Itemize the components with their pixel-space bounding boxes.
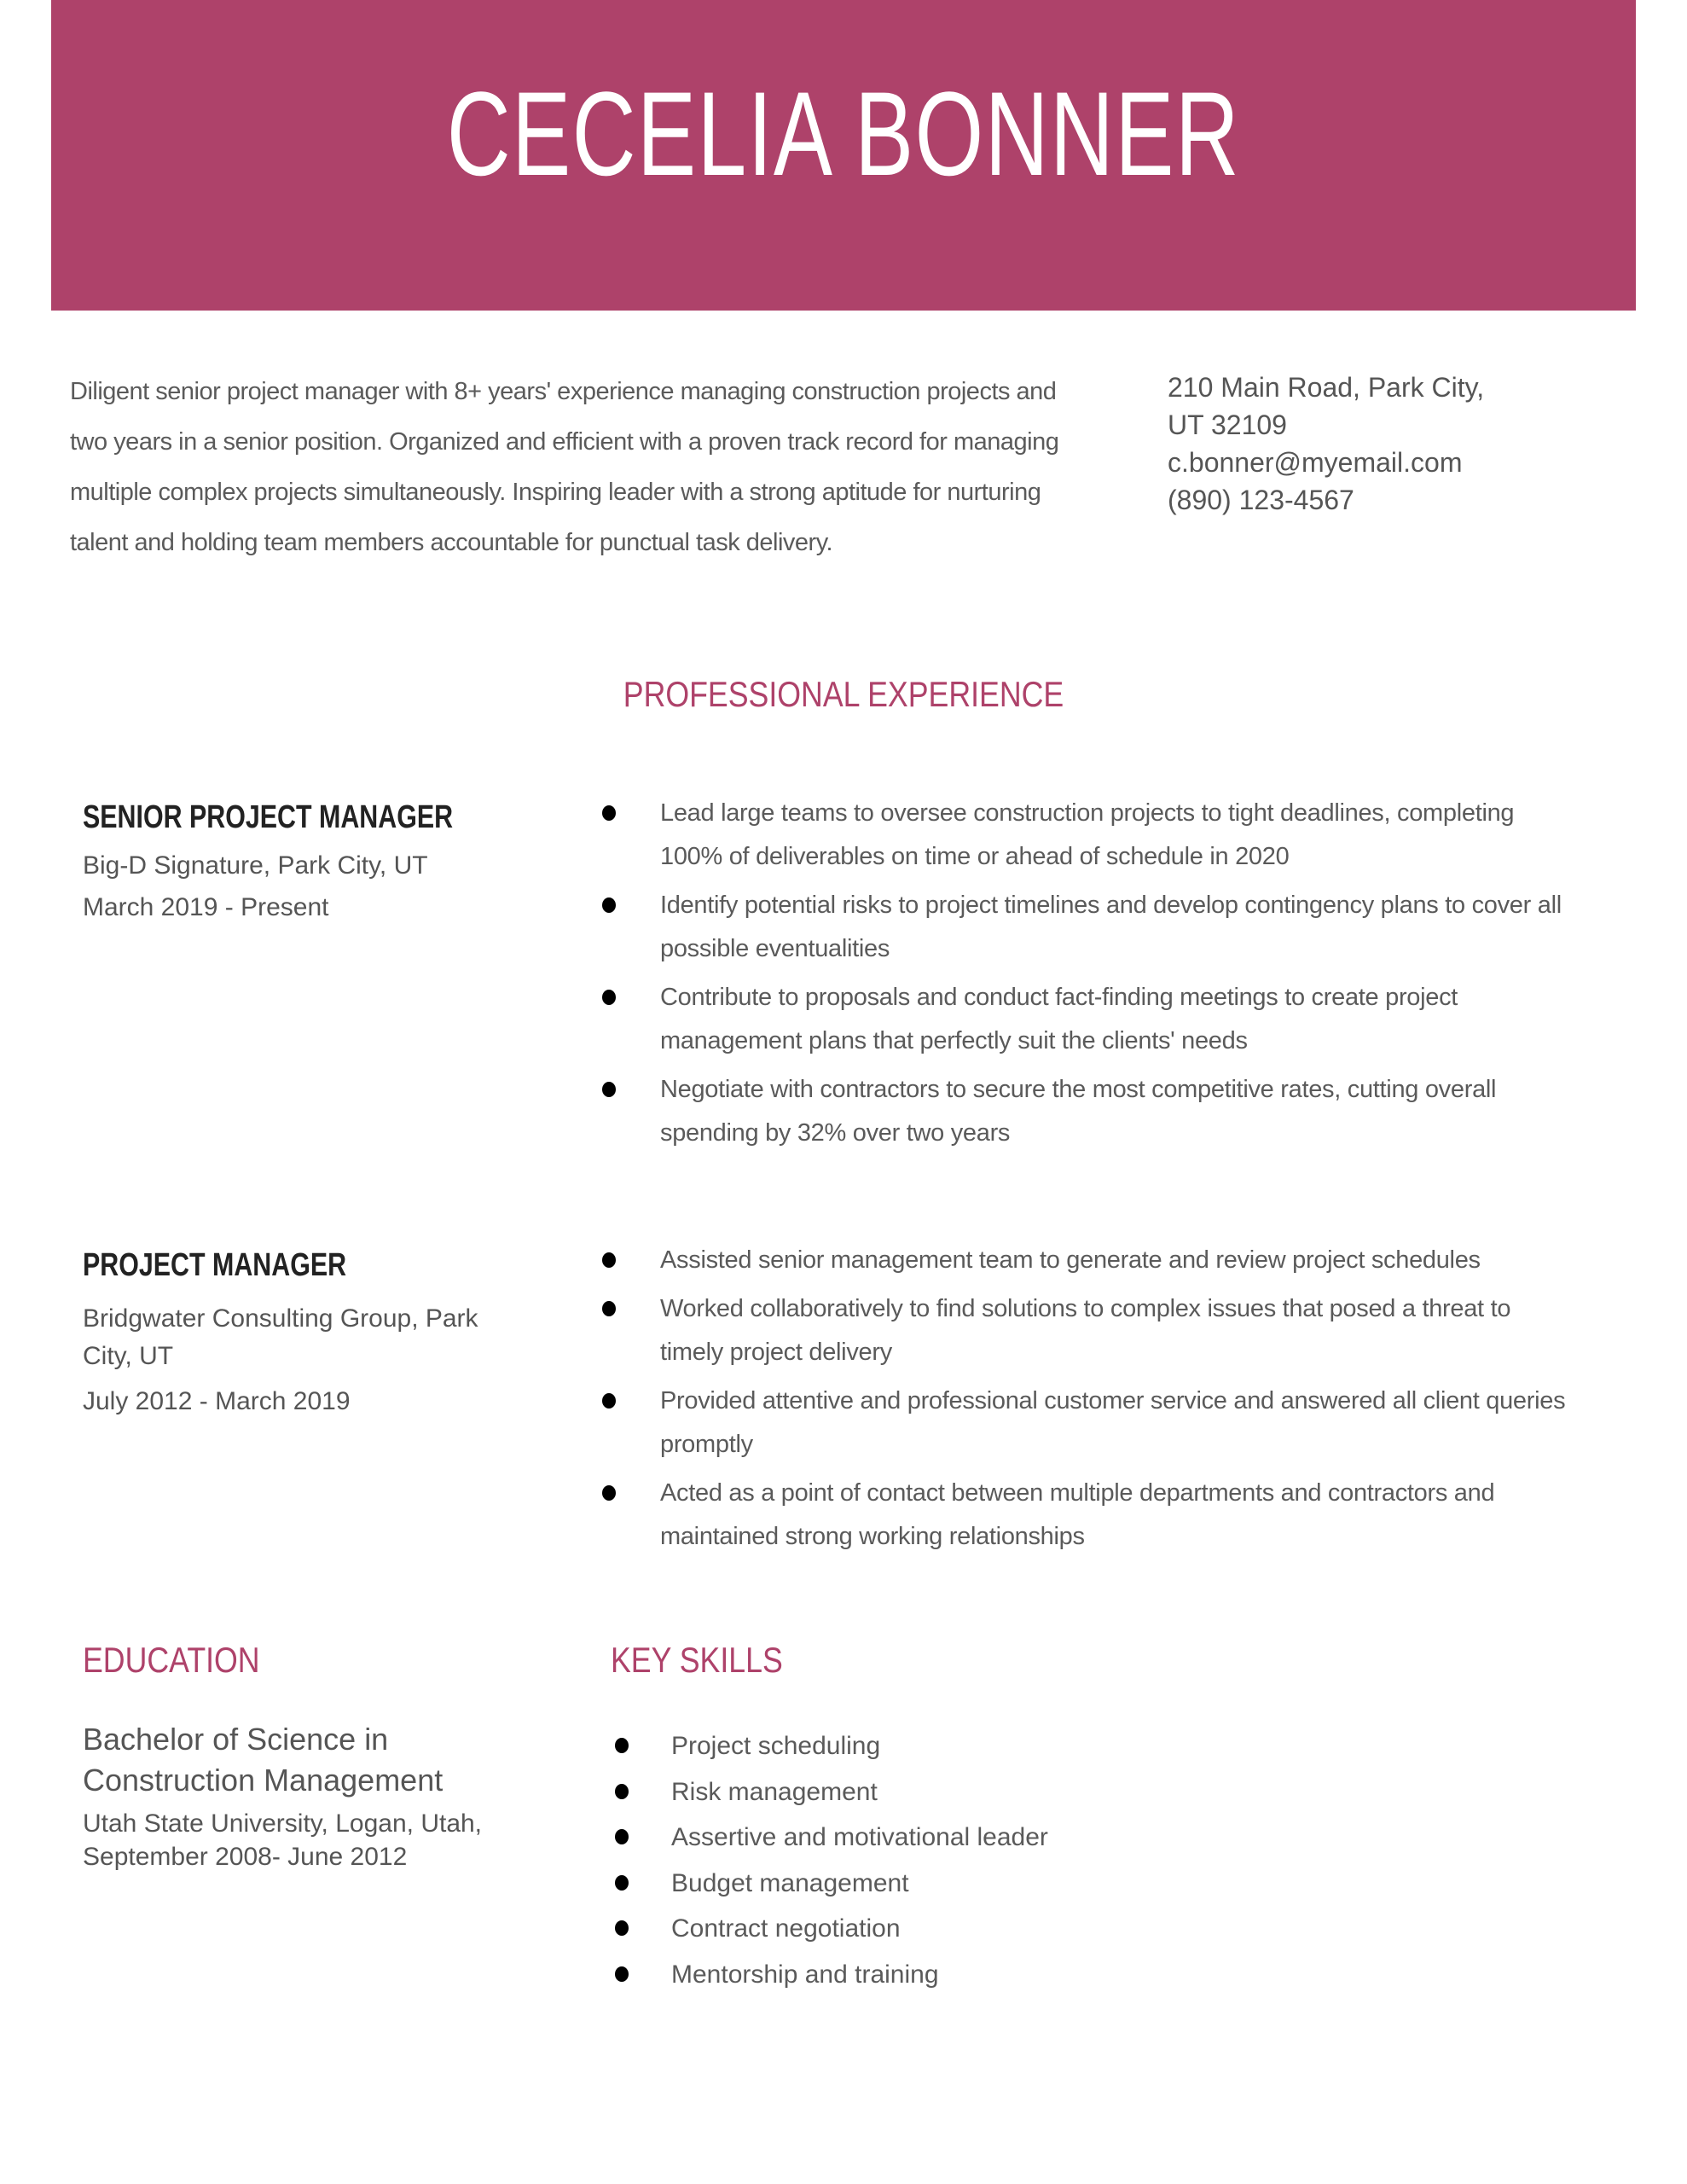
skill: Budget management: [671, 1868, 909, 1897]
bullet-icon: [615, 1966, 629, 1982]
bullet-icon: [615, 1875, 629, 1891]
job-dates: July 2012 - March 2019: [83, 1387, 351, 1415]
bullet-text: Contribute to proposals and conduct fact-finding meetings to create project management plans that perfectly suit the clients' needs: [660, 984, 1458, 1054]
bullet-icon: [615, 1920, 629, 1936]
job-company: Bridgwater Consulting Group, Park City, UT: [83, 1304, 478, 1370]
bullet-icon: [602, 1393, 616, 1409]
skill: Risk management: [671, 1777, 878, 1806]
list-item: [597, 884, 1578, 971]
contact-info: [1168, 369, 1611, 519]
education-heading: EDUCATION: [83, 1640, 260, 1680]
list-item: [597, 1472, 1578, 1559]
list-item: [597, 1287, 1578, 1374]
skill: Project scheduling: [671, 1732, 881, 1760]
list-item: [611, 1952, 1048, 1998]
bullet-icon: [615, 1784, 629, 1799]
bullet-icon: [602, 990, 616, 1005]
bullet-text: Provided attentive and professional customer service and answered all client queries promptly: [660, 1387, 1566, 1458]
skill: Mentorship and training: [671, 1960, 939, 1989]
list-item: [611, 1861, 1048, 1907]
bullet-text: Acted as a point of contact between multiple departments and contractors and maintained strong working relationships: [660, 1479, 1495, 1550]
job-title: SENIOR PROJECT MANAGER: [83, 799, 454, 835]
list-item: [597, 1068, 1578, 1155]
skills-list: [611, 1723, 1048, 1998]
list-item: [611, 1906, 1048, 1952]
bullet-icon: [602, 897, 616, 913]
bullet-text: Worked collaboratively to find solutions to complex issues that posed a threat to timely project delivery: [660, 1295, 1511, 1366]
list-item: [597, 1239, 1578, 1282]
list-item: [611, 1769, 1048, 1815]
school: Utah State University, Logan, Utah, September 2008- June 2012: [83, 1809, 483, 1871]
bullet-icon: [602, 1252, 616, 1268]
bullet-text: Negotiate with contractors to secure the most competitive rates, cutting overall spending by 32% over two years: [660, 1076, 1497, 1147]
job-company: Big-D Signature, Park City, UT: [83, 851, 428, 880]
bullet-icon: [602, 1485, 616, 1501]
bullet-icon: [615, 1738, 629, 1753]
address-line-1: 210 Main Road, Park City,: [1168, 372, 1485, 403]
bullet-text: Assisted senior management team to generate and review project schedules: [660, 1246, 1481, 1274]
bullet-text: Lead large teams to oversee construction projects to tight deadlines, completing 100% of deliverables on time or ahead of schedule in 2020: [660, 799, 1515, 870]
bullet-icon: [615, 1829, 629, 1844]
experience-heading: PROFESSIONAL EXPERIENCE: [623, 674, 1064, 714]
skill: Contract negotiation: [671, 1914, 901, 1943]
skills-heading: KEY SKILLS: [611, 1640, 783, 1680]
job-dates: March 2019 - Present: [83, 893, 329, 921]
candidate-name: CECELIA BONNER: [446, 67, 1241, 200]
summary: Diligent senior project manager with 8+ years' experience managing construction projects and two years in a senior position. Organized and efficient with a proven track record for managing multiple complex projects simultaneously. Inspiring leader with a strong aptitude for nurturing talent and holding team members accountable for punctual task delivery.: [70, 378, 1059, 556]
header-banner: [51, 0, 1636, 311]
skill: Assertive and motivational leader: [671, 1823, 1048, 1852]
bullet-text: Identify potential risks to project timelines and develop contingency plans to cover all possible eventualities: [660, 892, 1562, 962]
address-line-2: UT 32109: [1168, 410, 1287, 440]
bullet-icon: [602, 805, 616, 821]
list-item: [597, 976, 1578, 1063]
job-title: PROJECT MANAGER: [83, 1247, 347, 1283]
bullet-icon: [602, 1082, 616, 1097]
job-bullets: [597, 792, 1578, 1160]
degree: Bachelor of Science in Construction Management: [83, 1722, 443, 1798]
list-item: [611, 1723, 1048, 1769]
job-bullets: [597, 1239, 1578, 1564]
list-item: [597, 792, 1578, 879]
list-item: [597, 1380, 1578, 1467]
list-item: [611, 1815, 1048, 1861]
email: c.bonner@myemail.com: [1168, 447, 1463, 478]
bullet-icon: [602, 1301, 616, 1316]
phone: (890) 123-4567: [1168, 485, 1354, 515]
